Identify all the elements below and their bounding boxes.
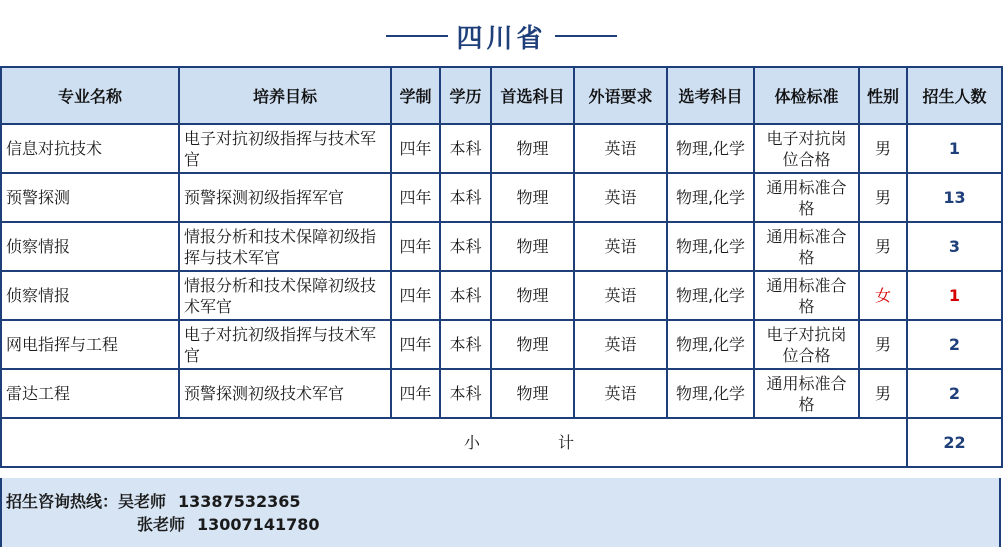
cell-count: 2 [907, 320, 1002, 369]
subtotal-row [1, 418, 1002, 467]
header-years: 学制 [391, 67, 440, 124]
cell-major: 侦察情报 [1, 222, 179, 271]
cell-gender: 男 [859, 222, 907, 271]
title-dash-right [555, 35, 617, 37]
cell-language: 英语 [574, 124, 667, 173]
cell-health: 通用标准合格 [754, 173, 859, 222]
cell-elective: 物理,化学 [667, 369, 754, 418]
cell-degree: 本科 [440, 222, 491, 271]
cell-language: 英语 [574, 222, 667, 271]
cell-count: 1 [907, 271, 1002, 320]
title-dash-left [386, 35, 448, 37]
contact-row-1 [6, 490, 993, 513]
cell-count: 3 [907, 222, 1002, 271]
cell-gender: 男 [859, 124, 907, 173]
cell-count: 2 [907, 369, 1002, 418]
cell-health: 通用标准合格 [754, 271, 859, 320]
subtotal-label-a: 小 [463, 433, 480, 452]
header-gender: 性别 [859, 67, 907, 124]
contact-person-1: 吴老师 [118, 492, 167, 511]
cell-goal: 预警探测初级技术军官 [179, 369, 391, 418]
header-elective: 选考科目 [667, 67, 754, 124]
cell-first-subject: 物理 [491, 369, 574, 418]
cell-first-subject: 物理 [491, 124, 574, 173]
cell-goal: 情报分析和技术保障初级指挥与技术军官 [179, 222, 391, 271]
cell-language: 英语 [574, 320, 667, 369]
cell-goal: 电子对抗初级指挥与技术军官 [179, 320, 391, 369]
cell-first-subject: 物理 [491, 173, 574, 222]
cell-degree: 本科 [440, 124, 491, 173]
cell-language: 英语 [574, 271, 667, 320]
cell-goal: 情报分析和技术保障初级技术军官 [179, 271, 391, 320]
cell-first-subject: 物理 [491, 271, 574, 320]
cell-elective: 物理,化学 [667, 173, 754, 222]
cell-first-subject: 物理 [491, 320, 574, 369]
header-major: 专业名称 [1, 67, 179, 124]
table-row [1, 124, 1002, 173]
cell-major: 信息对抗技术 [1, 124, 179, 173]
cell-goal: 电子对抗初级指挥与技术军官 [179, 124, 391, 173]
header-count: 招生人数 [907, 67, 1002, 124]
contact-label: 招生咨询热线： [6, 492, 119, 511]
header-first-subject: 首选科目 [491, 67, 574, 124]
contact-person-2: 张老师 [137, 515, 186, 534]
cell-elective: 物理,化学 [667, 124, 754, 173]
cell-major: 侦察情报 [1, 271, 179, 320]
admission-quota-table [0, 66, 1003, 468]
contact-phone-2: 13007141780 [197, 515, 320, 534]
cell-count: 1 [907, 124, 1002, 173]
cell-major: 网电指挥与工程 [1, 320, 179, 369]
cell-gender-female: 女 [859, 271, 907, 320]
cell-health: 通用标准合格 [754, 369, 859, 418]
contact-phone-1: 13387532365 [178, 492, 301, 511]
subtotal-count: 22 [907, 418, 1002, 467]
cell-count: 13 [907, 173, 1002, 222]
cell-health: 通用标准合格 [754, 222, 859, 271]
cell-degree: 本科 [440, 173, 491, 222]
cell-years: 四年 [391, 222, 440, 271]
cell-degree: 本科 [440, 271, 491, 320]
province-title: 四川省 [456, 23, 547, 54]
cell-gender: 男 [859, 320, 907, 369]
cell-language: 英语 [574, 369, 667, 418]
table-row [1, 222, 1002, 271]
cell-degree: 本科 [440, 320, 491, 369]
cell-elective: 物理,化学 [667, 222, 754, 271]
table-row [1, 369, 1002, 418]
cell-health: 电子对抗岗位合格 [754, 124, 859, 173]
table-row [1, 271, 1002, 320]
table-row [1, 320, 1002, 369]
header-degree: 学历 [440, 67, 491, 124]
cell-years: 四年 [391, 320, 440, 369]
cell-health: 电子对抗岗位合格 [754, 320, 859, 369]
cell-language: 英语 [574, 173, 667, 222]
cell-first-subject: 物理 [491, 222, 574, 271]
cell-years: 四年 [391, 173, 440, 222]
cell-elective: 物理,化学 [667, 271, 754, 320]
cell-major: 预警探测 [1, 173, 179, 222]
contact-hotline [0, 478, 1001, 547]
cell-major: 雷达工程 [1, 369, 179, 418]
header-goal: 培养目标 [179, 67, 391, 124]
cell-years: 四年 [391, 271, 440, 320]
cell-degree: 本科 [440, 369, 491, 418]
table-row [1, 173, 1002, 222]
header-language: 外语要求 [574, 67, 667, 124]
page-title [0, 14, 1003, 58]
table-header-row [1, 67, 1002, 124]
header-health: 体检标准 [754, 67, 859, 124]
contact-row-2 [6, 513, 993, 536]
cell-gender: 男 [859, 173, 907, 222]
cell-gender: 男 [859, 369, 907, 418]
cell-years: 四年 [391, 124, 440, 173]
cell-goal: 预警探测初级指挥军官 [179, 173, 391, 222]
subtotal-label [1, 418, 907, 467]
cell-elective: 物理,化学 [667, 320, 754, 369]
subtotal-label-b: 计 [558, 433, 575, 452]
cell-years: 四年 [391, 369, 440, 418]
